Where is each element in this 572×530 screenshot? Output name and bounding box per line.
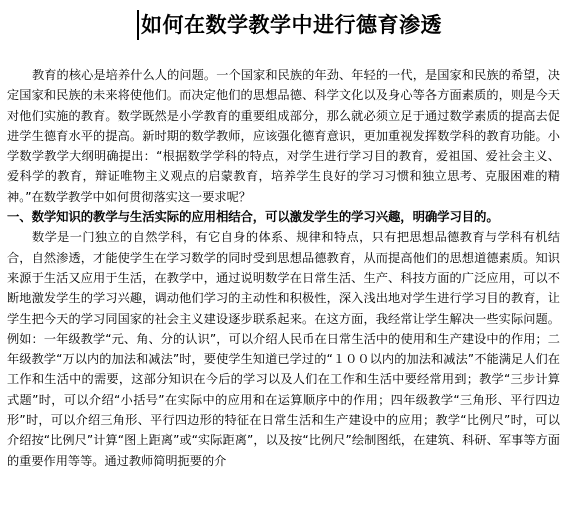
title-row bbox=[0, 8, 572, 48]
section-1-paragraph[interactable]: 数学是一门独立的自然学科，有它自身的体系、规律和特点，只有把思想品德教育与学科有机结合，自然渗透，才能使学生在学习数学的同时受到思想品德教育，从而提高他们的思想道德素质。知识来源于生活又应用于生活，在教学中，通过说明数学在日常生活、生产、科技方面的广泛应用，可以不断地激发学生的学习兴趣，调动他们学习的主动性和积极性，深入浅出地对学生进行学习目的教育，让学生把今天的学习同国家的社会主义建设逐步联系起来。在这方面，我经常让学生解决一些实际问题。例如：一年级教学“元、角、分的认识”，可以介绍人民币在日常生活中的使用和生产建设中的作用；二年级教学“万以内的加法和减法”时，要使学生知道已学过的“１００以内的加法和减法”不能满足人们在工作和生活中的需要，这部分知识在今后的学习以及人们在工作和生活中要经常用到；教学“三步计算式题”时，可以介绍“小括号”在实际中的应用和在运算顺序中的作用；四年级教学“三角形、平行四边形”时，可以介绍三角形、平行四边形的特征在日常生活和生产建设中的应用；教学“比例尺”时，可以介绍按“比例尺”计算“图上距离”或“实际距离”，以及按“比例尺”绘制图纸，在建筑、科研、军事等方面的重要作用等等。通过教师简明扼要的介 bbox=[7, 230, 560, 468]
document-title[interactable]: 如何在数学教学中进行德育渗透 bbox=[141, 12, 442, 37]
document-body[interactable] bbox=[7, 65, 560, 530]
section-heading-1[interactable]: 一、数学知识的教学与生活实际的应用相结合，可以激发学生的学习兴趣，明确学习目的。 bbox=[7, 209, 499, 225]
intro-paragraph[interactable]: 教育的核心是培养什么人的问题。一个国家和民族的年劲、年轻的一代，是国家和民族的希望，决定国家和民族的未来将使他们。而决定他们的思想品德、科学文化以及身心等各方面素质的，则是今天对他们实施的教育。数学既然是小学教育的重要组成部分，那么就必须立足于通过数学素质的提高去促进学生德育水平的提高。新时期的数学教师，应该强化德育意识，更加重视发挥数学科的教育功能。小学数学教学大纲明确提出：“根据数学学科的特点，对学生进行学习目的教育，爱祖国、爱社会主义、爱科学的教育，辩证唯物主义观点的启蒙教育，培养学生良好的学习习惯和独立思考、克服困难的精神。”在数学教学中如何贯彻落实这一要求呢？ bbox=[7, 68, 560, 204]
text-cursor bbox=[137, 10, 139, 40]
